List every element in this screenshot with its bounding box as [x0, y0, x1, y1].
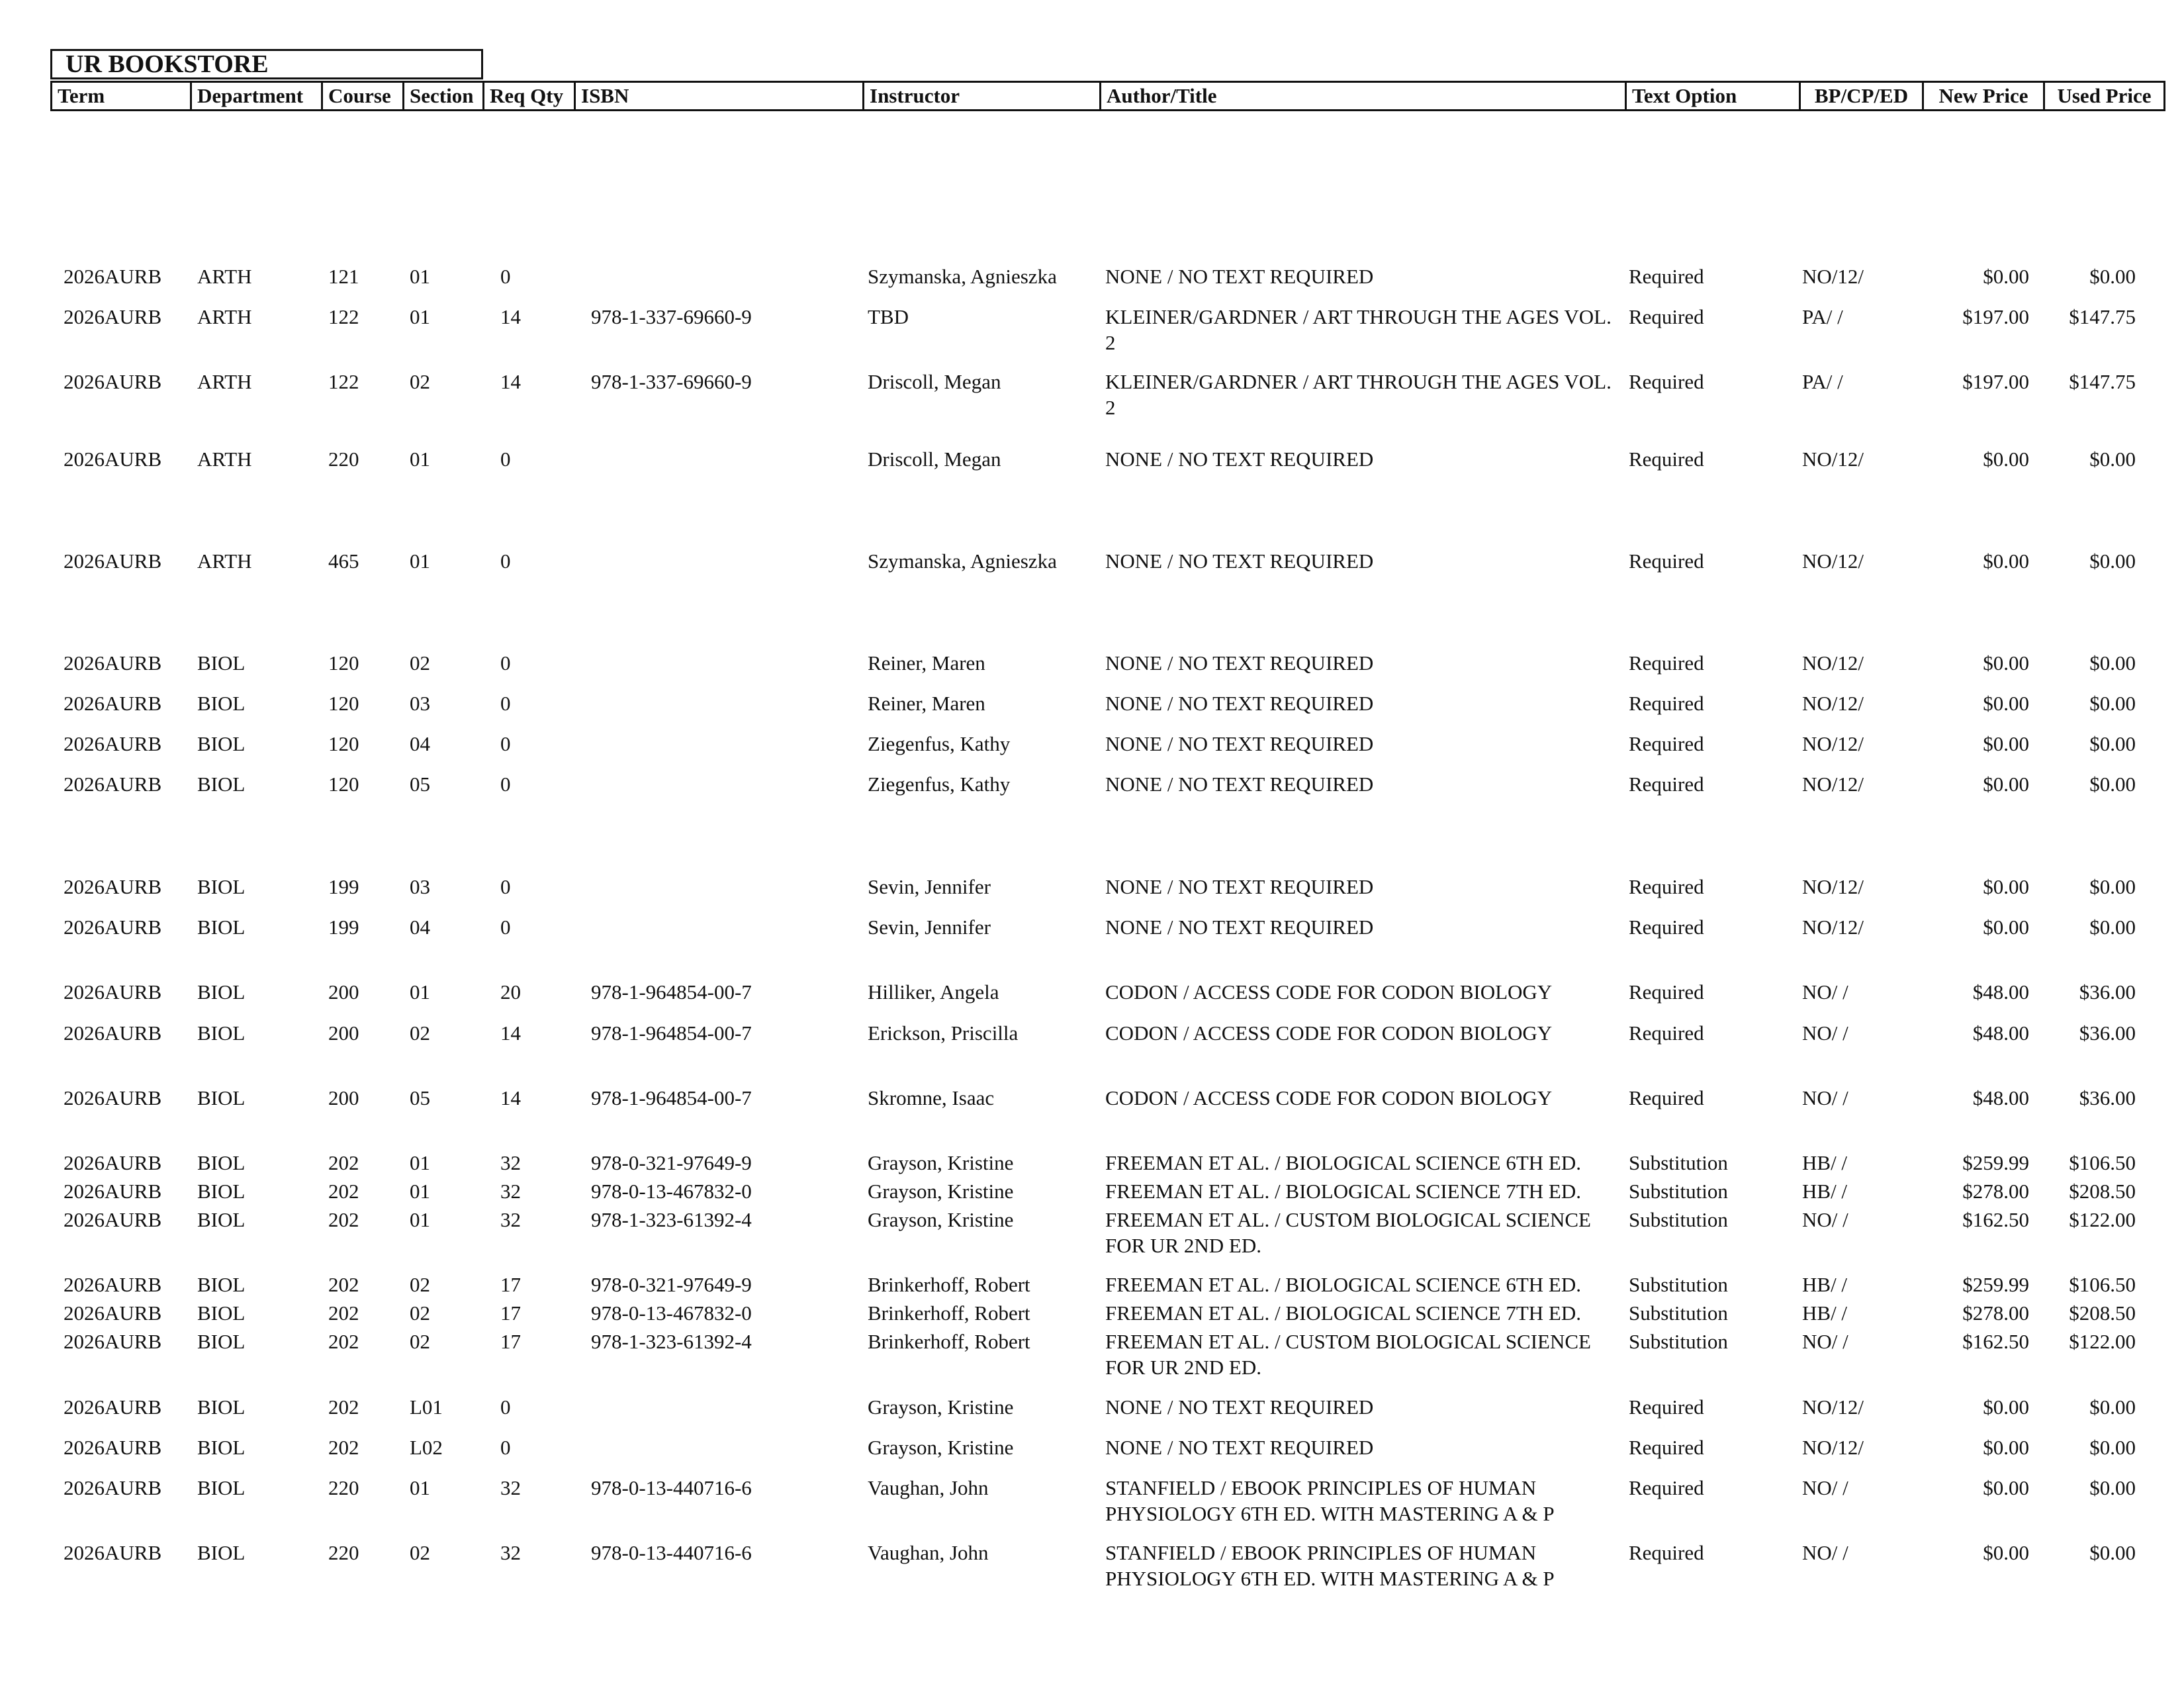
course-cell: 200 — [328, 980, 359, 1004]
isbn-cell: 978-0-321-97649-9 — [591, 1151, 752, 1174]
column-header-req-qty: Req Qty — [484, 83, 576, 109]
req-qty-cell: 32 — [500, 1180, 521, 1203]
course-cell: 202 — [328, 1436, 359, 1459]
course-cell: 200 — [328, 1086, 359, 1109]
term-cell: 2026AURB — [64, 1273, 162, 1296]
course-cell: 220 — [328, 447, 359, 471]
term-cell: 2026AURB — [64, 980, 162, 1004]
author-title-cell: NONE / NO TEXT REQUIRED — [1105, 265, 1374, 288]
req-qty-cell: 0 — [500, 447, 511, 471]
text-option-cell: Required — [1629, 692, 1704, 715]
bp-cp-ed-cell: NO/ / — [1802, 1208, 1848, 1231]
text-option-cell: Substitution — [1629, 1273, 1728, 1296]
new-price-cell: $0.00 — [1983, 1436, 2029, 1459]
instructor-cell: Erickson, Priscilla — [868, 1021, 1019, 1045]
bp-cp-ed-cell: NO/ / — [1802, 1021, 1848, 1045]
course-cell: 121 — [328, 265, 359, 288]
author-title-cell: NONE / NO TEXT REQUIRED — [1105, 549, 1374, 573]
text-option-cell: Required — [1629, 447, 1704, 471]
course-cell: 199 — [328, 915, 359, 939]
course-cell: 220 — [328, 1541, 359, 1564]
column-header-instructor: Instructor — [864, 83, 1101, 109]
instructor-cell: Brinkerhoff, Robert — [868, 1273, 1030, 1296]
new-price-cell: $0.00 — [1983, 447, 2029, 471]
term-cell: 2026AURB — [64, 1476, 162, 1499]
section-cell: 01 — [410, 1180, 430, 1203]
new-price-cell: $48.00 — [1972, 1086, 2029, 1109]
req-qty-cell: 17 — [500, 1273, 521, 1296]
author-title-cell: NONE / NO TEXT REQUIRED — [1105, 692, 1374, 715]
course-cell: 202 — [328, 1180, 359, 1203]
section-cell: 01 — [410, 980, 430, 1004]
course-cell: 120 — [328, 692, 359, 715]
new-price-cell: $278.00 — [1962, 1180, 2029, 1203]
department-cell: BIOL — [197, 1541, 246, 1564]
department-cell: BIOL — [197, 1330, 246, 1353]
bp-cp-ed-cell: NO/12/ — [1802, 265, 1864, 288]
department-cell: BIOL — [197, 1180, 246, 1203]
author-title-cell: KLEINER/GARDNER / ART THROUGH THE AGES VOL. 2 — [1105, 370, 1612, 419]
text-option-cell: Required — [1629, 265, 1704, 288]
department-cell: BIOL — [197, 651, 246, 675]
report-title: UR BOOKSTORE — [50, 49, 483, 79]
term-cell: 2026AURB — [64, 1086, 162, 1109]
new-price-cell: $48.00 — [1972, 1021, 2029, 1045]
text-option-cell: Required — [1629, 549, 1704, 573]
author-title-cell: NONE / NO TEXT REQUIRED — [1105, 1436, 1374, 1459]
bp-cp-ed-cell: NO/12/ — [1802, 773, 1864, 796]
section-cell: 01 — [410, 447, 430, 471]
department-cell: BIOL — [197, 980, 246, 1004]
column-header-bp-cp-ed: BP/CP/ED — [1801, 83, 1924, 109]
section-cell: 01 — [410, 1208, 430, 1231]
instructor-cell: Skromne, Isaac — [868, 1086, 995, 1109]
department-cell: BIOL — [197, 732, 246, 755]
section-cell: 02 — [410, 1021, 430, 1045]
term-cell: 2026AURB — [64, 447, 162, 471]
text-option-cell: Required — [1629, 732, 1704, 755]
used-price-cell: $36.00 — [2079, 980, 2136, 1004]
department-cell: ARTH — [197, 305, 252, 328]
req-qty-cell: 0 — [500, 692, 511, 715]
text-option-cell: Required — [1629, 1476, 1704, 1499]
term-cell: 2026AURB — [64, 915, 162, 939]
section-cell: 02 — [410, 1301, 430, 1325]
instructor-cell: Brinkerhoff, Robert — [868, 1330, 1030, 1353]
instructor-cell: Grayson, Kristine — [868, 1208, 1014, 1231]
instructor-cell: TBD — [868, 305, 909, 328]
instructor-cell: Reiner, Maren — [868, 651, 985, 675]
bp-cp-ed-cell: PA/ / — [1802, 305, 1843, 328]
term-cell: 2026AURB — [64, 1541, 162, 1564]
section-cell: 02 — [410, 1330, 430, 1353]
department-cell: BIOL — [197, 1301, 246, 1325]
column-header-section: Section — [404, 83, 484, 109]
used-price-cell: $0.00 — [2089, 265, 2136, 288]
section-cell: 05 — [410, 773, 430, 796]
instructor-cell: Szymanska, Agnieszka — [868, 265, 1057, 288]
bp-cp-ed-cell: NO/12/ — [1802, 447, 1864, 471]
used-price-cell: $0.00 — [2089, 549, 2136, 573]
instructor-cell: Driscoll, Megan — [868, 447, 1001, 471]
bp-cp-ed-cell: NO/12/ — [1802, 915, 1864, 939]
instructor-cell: Driscoll, Megan — [868, 370, 1001, 393]
author-title-cell: NONE / NO TEXT REQUIRED — [1105, 875, 1374, 898]
section-cell: 03 — [410, 875, 430, 898]
used-price-cell: $0.00 — [2089, 447, 2136, 471]
department-cell: BIOL — [197, 692, 246, 715]
bp-cp-ed-cell: NO/12/ — [1802, 875, 1864, 898]
text-option-cell: Required — [1629, 1541, 1704, 1564]
department-cell: BIOL — [197, 1273, 246, 1296]
author-title-cell: NONE / NO TEXT REQUIRED — [1105, 915, 1374, 939]
author-title-cell: STANFIELD / EBOOK PRINCIPLES OF HUMAN PHYSIOLOGY 6TH ED. WITH MASTERING A & P — [1105, 1476, 1555, 1525]
column-header-department: Department — [192, 83, 323, 109]
author-title-cell: NONE / NO TEXT REQUIRED — [1105, 651, 1374, 675]
bp-cp-ed-cell: NO/12/ — [1802, 1395, 1864, 1419]
section-cell: L01 — [410, 1395, 443, 1419]
req-qty-cell: 0 — [500, 651, 511, 675]
bp-cp-ed-cell: HB/ / — [1802, 1301, 1848, 1325]
author-title-cell: FREEMAN ET AL. / CUSTOM BIOLOGICAL SCIENCE FOR UR 2ND ED. — [1105, 1208, 1591, 1257]
course-cell: 465 — [328, 549, 359, 573]
author-title-cell: CODON / ACCESS CODE FOR CODON BIOLOGY — [1105, 980, 1553, 1004]
used-price-cell: $208.50 — [2069, 1180, 2136, 1203]
author-title-cell: NONE / NO TEXT REQUIRED — [1105, 447, 1374, 471]
term-cell: 2026AURB — [64, 732, 162, 755]
term-cell: 2026AURB — [64, 1151, 162, 1174]
course-cell: 202 — [328, 1208, 359, 1231]
column-header-used-price: Used Price — [2057, 84, 2152, 107]
term-cell: 2026AURB — [64, 1436, 162, 1459]
column-header-author-title: Author/Title — [1101, 83, 1627, 109]
course-cell: 120 — [328, 732, 359, 755]
text-option-cell: Required — [1629, 915, 1704, 939]
used-price-cell: $147.75 — [2069, 305, 2136, 328]
course-cell: 202 — [328, 1395, 359, 1419]
bp-cp-ed-cell: NO/ / — [1802, 1086, 1848, 1109]
section-cell: 03 — [410, 692, 430, 715]
req-qty-cell: 14 — [500, 305, 521, 328]
column-header-term: Term — [52, 83, 192, 109]
department-cell: ARTH — [197, 370, 252, 393]
req-qty-cell: 0 — [500, 1436, 511, 1459]
isbn-cell: 978-1-964854-00-7 — [591, 1086, 752, 1109]
bp-cp-ed-cell: NO/ / — [1802, 1476, 1848, 1499]
department-cell: ARTH — [197, 549, 252, 573]
new-price-cell: $0.00 — [1983, 1476, 2029, 1499]
used-price-cell: $122.00 — [2069, 1208, 2136, 1231]
text-option-cell: Required — [1629, 370, 1704, 393]
instructor-cell: Grayson, Kristine — [868, 1151, 1014, 1174]
section-cell: 04 — [410, 732, 430, 755]
section-cell: 01 — [410, 1151, 430, 1174]
used-price-cell: $122.00 — [2069, 1330, 2136, 1353]
used-price-cell: $36.00 — [2079, 1086, 2136, 1109]
department-cell: BIOL — [197, 1395, 246, 1419]
text-option-cell: Required — [1629, 1086, 1704, 1109]
text-option-cell: Required — [1629, 1436, 1704, 1459]
section-cell: 01 — [410, 1476, 430, 1499]
term-cell: 2026AURB — [64, 1395, 162, 1419]
used-price-cell: $0.00 — [2089, 875, 2136, 898]
new-price-cell: $197.00 — [1962, 305, 2029, 328]
text-option-cell: Substitution — [1629, 1208, 1728, 1231]
bp-cp-ed-cell: HB/ / — [1802, 1151, 1848, 1174]
course-cell: 202 — [328, 1301, 359, 1325]
author-title-cell: NONE / NO TEXT REQUIRED — [1105, 1395, 1374, 1419]
used-price-cell: $0.00 — [2089, 1541, 2136, 1564]
department-cell: BIOL — [197, 915, 246, 939]
new-price-cell: $0.00 — [1983, 692, 2029, 715]
department-cell: ARTH — [197, 447, 252, 471]
instructor-cell: Ziegenfus, Kathy — [868, 773, 1011, 796]
text-option-cell: Substitution — [1629, 1330, 1728, 1353]
bp-cp-ed-cell: NO/12/ — [1802, 1436, 1864, 1459]
isbn-cell: 978-1-964854-00-7 — [591, 1021, 752, 1045]
req-qty-cell: 14 — [500, 370, 521, 393]
used-price-cell: $0.00 — [2089, 692, 2136, 715]
used-price-cell: $0.00 — [2089, 1436, 2136, 1459]
new-price-cell: $0.00 — [1983, 1541, 2029, 1564]
course-cell: 120 — [328, 651, 359, 675]
req-qty-cell: 20 — [500, 980, 521, 1004]
department-cell: BIOL — [197, 875, 246, 898]
department-cell: BIOL — [197, 1151, 246, 1174]
instructor-cell: Vaughan, John — [868, 1476, 989, 1499]
text-option-cell: Required — [1629, 1021, 1704, 1045]
text-option-cell: Required — [1629, 305, 1704, 328]
new-price-cell: $0.00 — [1983, 651, 2029, 675]
instructor-cell: Vaughan, John — [868, 1541, 989, 1564]
term-cell: 2026AURB — [64, 692, 162, 715]
req-qty-cell: 0 — [500, 265, 511, 288]
course-cell: 120 — [328, 773, 359, 796]
req-qty-cell: 14 — [500, 1021, 521, 1045]
term-cell: 2026AURB — [64, 1330, 162, 1353]
author-title-cell: FREEMAN ET AL. / BIOLOGICAL SCIENCE 6TH ED. — [1105, 1151, 1582, 1174]
term-cell: 2026AURB — [64, 1301, 162, 1325]
section-cell: 01 — [410, 549, 430, 573]
used-price-cell: $208.50 — [2069, 1301, 2136, 1325]
term-cell: 2026AURB — [64, 1021, 162, 1045]
instructor-cell: Ziegenfus, Kathy — [868, 732, 1011, 755]
section-cell: 01 — [410, 265, 430, 288]
author-title-cell: FREEMAN ET AL. / CUSTOM BIOLOGICAL SCIENCE FOR UR 2ND ED. — [1105, 1330, 1591, 1379]
course-cell: 220 — [328, 1476, 359, 1499]
req-qty-cell: 32 — [500, 1541, 521, 1564]
course-cell: 202 — [328, 1273, 359, 1296]
course-cell: 122 — [328, 305, 359, 328]
used-price-cell: $0.00 — [2089, 1395, 2136, 1419]
isbn-cell: 978-1-337-69660-9 — [591, 305, 752, 328]
used-price-cell: $0.00 — [2089, 773, 2136, 796]
new-price-cell: $0.00 — [1983, 732, 2029, 755]
term-cell: 2026AURB — [64, 549, 162, 573]
text-option-cell: Substitution — [1629, 1180, 1728, 1203]
used-price-cell: $0.00 — [2089, 651, 2136, 675]
new-price-cell: $162.50 — [1962, 1330, 2029, 1353]
author-title-cell: FREEMAN ET AL. / BIOLOGICAL SCIENCE 6TH ED. — [1105, 1273, 1582, 1296]
section-cell: 04 — [410, 915, 430, 939]
term-cell: 2026AURB — [64, 265, 162, 288]
new-price-cell: $0.00 — [1983, 915, 2029, 939]
new-price-cell: $0.00 — [1983, 1395, 2029, 1419]
new-price-cell: $0.00 — [1983, 875, 2029, 898]
new-price-cell: $259.99 — [1962, 1273, 2029, 1296]
author-title-cell: NONE / NO TEXT REQUIRED — [1105, 773, 1374, 796]
used-price-cell: $36.00 — [2079, 1021, 2136, 1045]
bp-cp-ed-cell: PA/ / — [1802, 370, 1843, 393]
used-price-cell: $106.50 — [2069, 1273, 2136, 1296]
req-qty-cell: 0 — [500, 549, 511, 573]
instructor-cell: Sevin, Jennifer — [868, 875, 991, 898]
instructor-cell: Grayson, Kristine — [868, 1395, 1014, 1419]
author-title-cell: FREEMAN ET AL. / BIOLOGICAL SCIENCE 7TH ED. — [1105, 1301, 1582, 1325]
used-price-cell: $0.00 — [2089, 732, 2136, 755]
text-option-cell: Required — [1629, 1395, 1704, 1419]
author-title-cell: STANFIELD / EBOOK PRINCIPLES OF HUMAN PHYSIOLOGY 6TH ED. WITH MASTERING A & P — [1105, 1541, 1555, 1590]
isbn-cell: 978-1-337-69660-9 — [591, 370, 752, 393]
term-cell: 2026AURB — [64, 651, 162, 675]
text-option-cell: Required — [1629, 980, 1704, 1004]
department-cell: BIOL — [197, 1436, 246, 1459]
text-option-cell: Required — [1629, 773, 1704, 796]
bp-cp-ed-cell: NO/12/ — [1802, 651, 1864, 675]
used-price-cell: $106.50 — [2069, 1151, 2136, 1174]
req-qty-cell: 32 — [500, 1208, 521, 1231]
term-cell: 2026AURB — [64, 1208, 162, 1231]
course-cell: 200 — [328, 1021, 359, 1045]
isbn-cell: 978-0-321-97649-9 — [591, 1273, 752, 1296]
section-cell: 02 — [410, 651, 430, 675]
bp-cp-ed-cell: NO/12/ — [1802, 732, 1864, 755]
text-option-cell: Substitution — [1629, 1301, 1728, 1325]
column-header-course: Course — [323, 83, 404, 109]
req-qty-cell: 17 — [500, 1330, 521, 1353]
req-qty-cell: 0 — [500, 915, 511, 939]
instructor-cell: Sevin, Jennifer — [868, 915, 991, 939]
req-qty-cell: 32 — [500, 1151, 521, 1174]
bp-cp-ed-cell: HB/ / — [1802, 1273, 1848, 1296]
instructor-cell: Hilliker, Angela — [868, 980, 999, 1004]
column-header-text-option: Text Option — [1627, 83, 1801, 109]
req-qty-cell: 32 — [500, 1476, 521, 1499]
instructor-cell: Reiner, Maren — [868, 692, 985, 715]
term-cell: 2026AURB — [64, 305, 162, 328]
new-price-cell: $197.00 — [1962, 370, 2029, 393]
author-title-cell: NONE / NO TEXT REQUIRED — [1105, 732, 1374, 755]
term-cell: 2026AURB — [64, 773, 162, 796]
section-cell: 02 — [410, 1541, 430, 1564]
section-cell: 01 — [410, 305, 430, 328]
isbn-cell: 978-1-964854-00-7 — [591, 980, 752, 1004]
isbn-cell: 978-1-323-61392-4 — [591, 1330, 752, 1353]
author-title-cell: CODON / ACCESS CODE FOR CODON BIOLOGY — [1105, 1086, 1553, 1109]
isbn-cell: 978-0-13-440716-6 — [591, 1541, 752, 1564]
course-cell: 202 — [328, 1330, 359, 1353]
section-cell: 02 — [410, 370, 430, 393]
new-price-cell: $0.00 — [1983, 549, 2029, 573]
section-cell: 02 — [410, 1273, 430, 1296]
course-cell: 199 — [328, 875, 359, 898]
instructor-cell: Grayson, Kristine — [868, 1180, 1014, 1203]
bp-cp-ed-cell: NO/ / — [1802, 980, 1848, 1004]
author-title-cell: FREEMAN ET AL. / BIOLOGICAL SCIENCE 7TH ED. — [1105, 1180, 1582, 1203]
isbn-cell: 978-0-13-440716-6 — [591, 1476, 752, 1499]
bp-cp-ed-cell: NO/12/ — [1802, 692, 1864, 715]
text-option-cell: Substitution — [1629, 1151, 1728, 1174]
isbn-cell: 978-0-13-467832-0 — [591, 1301, 752, 1325]
column-header-row — [50, 81, 2165, 111]
term-cell: 2026AURB — [64, 370, 162, 393]
new-price-cell: $0.00 — [1983, 773, 2029, 796]
course-cell: 122 — [328, 370, 359, 393]
isbn-cell: 978-1-323-61392-4 — [591, 1208, 752, 1231]
column-header-new-price: New Price — [1924, 83, 2045, 109]
department-cell: ARTH — [197, 265, 252, 288]
bp-cp-ed-cell: NO/12/ — [1802, 549, 1864, 573]
department-cell: BIOL — [197, 1476, 246, 1499]
req-qty-cell: 0 — [500, 1395, 511, 1419]
new-price-cell: $259.99 — [1962, 1151, 2029, 1174]
term-cell: 2026AURB — [64, 1180, 162, 1203]
course-cell: 202 — [328, 1151, 359, 1174]
req-qty-cell: 0 — [500, 875, 511, 898]
new-price-cell: $48.00 — [1972, 980, 2029, 1004]
instructor-cell: Szymanska, Agnieszka — [868, 549, 1057, 573]
department-cell: BIOL — [197, 1021, 246, 1045]
section-cell: 05 — [410, 1086, 430, 1109]
used-price-cell: $0.00 — [2089, 1476, 2136, 1499]
req-qty-cell: 14 — [500, 1086, 521, 1109]
column-header-isbn: ISBN — [576, 83, 864, 109]
used-price-cell: $147.75 — [2069, 370, 2136, 393]
author-title-cell: KLEINER/GARDNER / ART THROUGH THE AGES VOL. 2 — [1105, 305, 1612, 354]
bp-cp-ed-cell: HB/ / — [1802, 1180, 1848, 1203]
section-cell: L02 — [410, 1436, 443, 1459]
isbn-cell: 978-0-13-467832-0 — [591, 1180, 752, 1203]
instructor-cell: Grayson, Kristine — [868, 1436, 1014, 1459]
new-price-cell: $278.00 — [1962, 1301, 2029, 1325]
used-price-cell: $0.00 — [2089, 915, 2136, 939]
new-price-cell: $0.00 — [1983, 265, 2029, 288]
bp-cp-ed-cell: NO/ / — [1802, 1330, 1848, 1353]
instructor-cell: Brinkerhoff, Robert — [868, 1301, 1030, 1325]
text-option-cell: Required — [1629, 875, 1704, 898]
bp-cp-ed-cell: NO/ / — [1802, 1541, 1848, 1564]
req-qty-cell: 0 — [500, 773, 511, 796]
term-cell: 2026AURB — [64, 875, 162, 898]
text-option-cell: Required — [1629, 651, 1704, 675]
new-price-cell: $162.50 — [1962, 1208, 2029, 1231]
req-qty-cell: 17 — [500, 1301, 521, 1325]
department-cell: BIOL — [197, 1208, 246, 1231]
author-title-cell: CODON / ACCESS CODE FOR CODON BIOLOGY — [1105, 1021, 1553, 1045]
department-cell: BIOL — [197, 1086, 246, 1109]
req-qty-cell: 0 — [500, 732, 511, 755]
department-cell: BIOL — [197, 773, 246, 796]
